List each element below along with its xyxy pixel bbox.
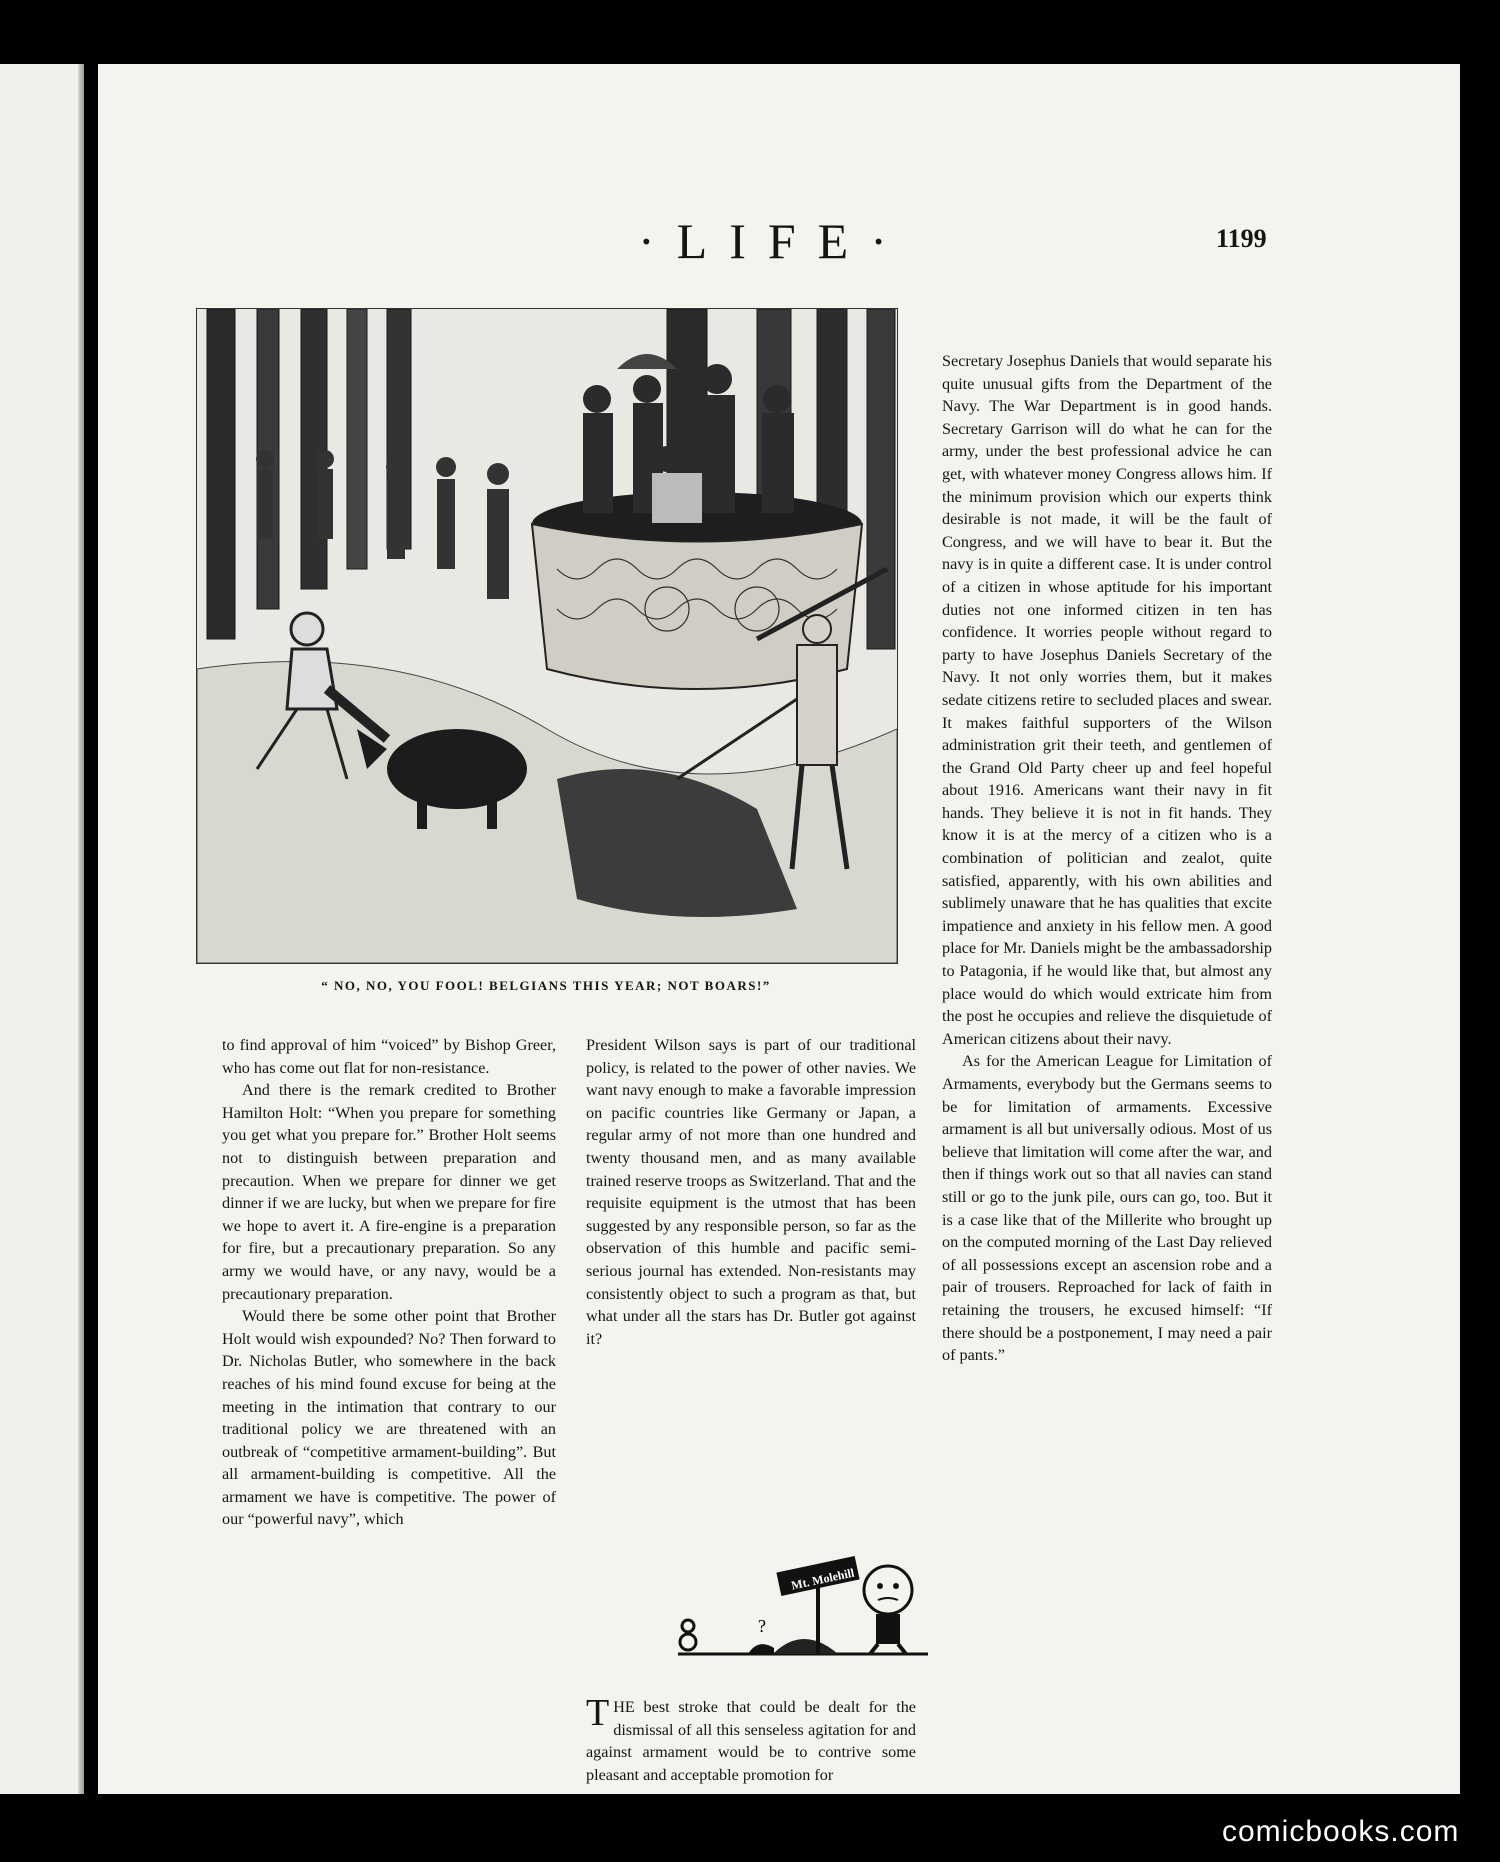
paragraph-body: HE best stroke that could be dealt for the dismissal of all this senseless agitation for and against armament would be to contrive some pleasant and acceptable promotion for bbox=[586, 1698, 916, 1784]
page-header bbox=[98, 204, 1460, 284]
paragraph: to find approval of him “voiced” by Bishop Greer, who has come out flat for non-resistance. bbox=[222, 1036, 556, 1077]
text-column-left bbox=[222, 1034, 556, 1531]
paragraph bbox=[586, 1692, 916, 1786]
forest-cauldron-drawing bbox=[197, 309, 897, 963]
text-column-middle-lower bbox=[586, 1692, 916, 1786]
illustration-caption: “ NO, NO, YOU FOOL! BELGIANS THIS YEAR; NOT BOARS!” bbox=[321, 978, 771, 993]
molehill-sign-text: Mt. Molehill bbox=[789, 1565, 856, 1593]
paragraph: President Wilson says is part of our traditional policy, is related to the power of other navies. We want navy enough to make a favorable impression on pacific countries like Germany or Japan, a regular army of not more than one hundred and twenty thousand men, and as many available trained reserve troops as Switzerland. That and the requisite equipment is the utmost that has been suggested by any responsible person, so far as the observation of this humble and pacific semi-serious journal has extended. Non-resistants may consistently object to such a program as that, but what under all the stars has Dr. Butler got against it? bbox=[586, 1036, 916, 1348]
text-column-middle bbox=[586, 1034, 916, 1350]
paragraph: Secretary Josephus Daniels that would separate his quite unusual gifts from the Department of the Navy. The War Department is in good hands. Secretary Garrison will do what he can for the army, under the best professional advice he can get, with whatever money Congress allows him. If the minimum provision which our experts think desirable is not made, it will be the fault of Congress, and we will have to bear it. But the navy is in quite a different case. It is under control of a citizen in whose aptitude for his important duties not one informed citizen in ten has confidence. It worries people without regard to party to have Josephus Daniels Secretary of the Navy. It not only worries them, but it makes sedate citizens retire to secluded places and swear. It makes faithful supporters of the Wilson administration grit their teeth, and gentlemen of the Grand Old Party cheer up and feel hopeful about 1916. Americans want their navy in fit hands. They believe it is not in fit hands. They know it is at the mercy of a citizen who is a combination of politician and zealot, quite satisfied, apparently, with his own abilities and sublimely unaware that he has qualities that excite impatience and anxiety in his fellow men. A good place for Mr. Daniels might be the ambassadorship to Patagonia, if he would like that, but almost any place would do which would extricate him from the post he occupies and relieve the disquietude of American citizens about their navy. bbox=[942, 352, 1272, 1048]
paragraph: And there is the remark credited to Brother Hamilton Holt: “When you prepare for something you get what you prepare for.” Brother Holt seems not to distinguish between preparation and precaution. When we prepare for dinner we get dinner if we are lucky, but when we prepare for fire we hope to avert it. A fire-engine is a preparation for fire, but a precautionary preparation. So any army we would have, or any navy, would be a precautionary preparation. bbox=[222, 1081, 556, 1303]
paragraph: As for the American League for Limitation of Armaments, everybody but the Germans seems to be for limitation of armaments. Excessive armament is all but universally odious. Most of us believe that limitation will come after the war, and then if things work out so that all navies can stand still or go to the junk pile, ours can go, too. But it is a case like that of the Millerite who brought up on the computed morning of the Last Day relieved of all possessions except an ascension robe and a pair of trousers. Reproached for lack of faith in retaining the trousers, he excused himself: “If there should be a postponement, I may need a pair of pants.” bbox=[942, 1052, 1272, 1365]
facing-page-edge bbox=[0, 64, 84, 1794]
masthead-title: ·LIFE· bbox=[638, 213, 909, 269]
molehill-drawing bbox=[678, 1544, 938, 1674]
cartoon-illustration bbox=[196, 308, 898, 964]
drop-cap: T bbox=[586, 1692, 610, 1734]
page-number: 1199 bbox=[1216, 224, 1267, 253]
text-column-right bbox=[942, 350, 1272, 1367]
watermark: comicbooks.com bbox=[1222, 1815, 1460, 1848]
question-mark: ? bbox=[758, 1616, 766, 1636]
molehill-cartoon bbox=[678, 1544, 938, 1674]
magazine-page bbox=[98, 64, 1460, 1794]
paragraph: Would there be some other point that Brother Holt would wish expounded? No? Then forward to Dr. Nicholas Butler, who somewhere in the back reaches of his mind found excuse for being at the meeting in the intimation that contrary to our traditional policy we are threatened with an outbreak of “competitive armament-building”. But all armament-building is competitive. All the armament we have is competitive. The power of our “powerful navy”, which bbox=[222, 1307, 556, 1529]
